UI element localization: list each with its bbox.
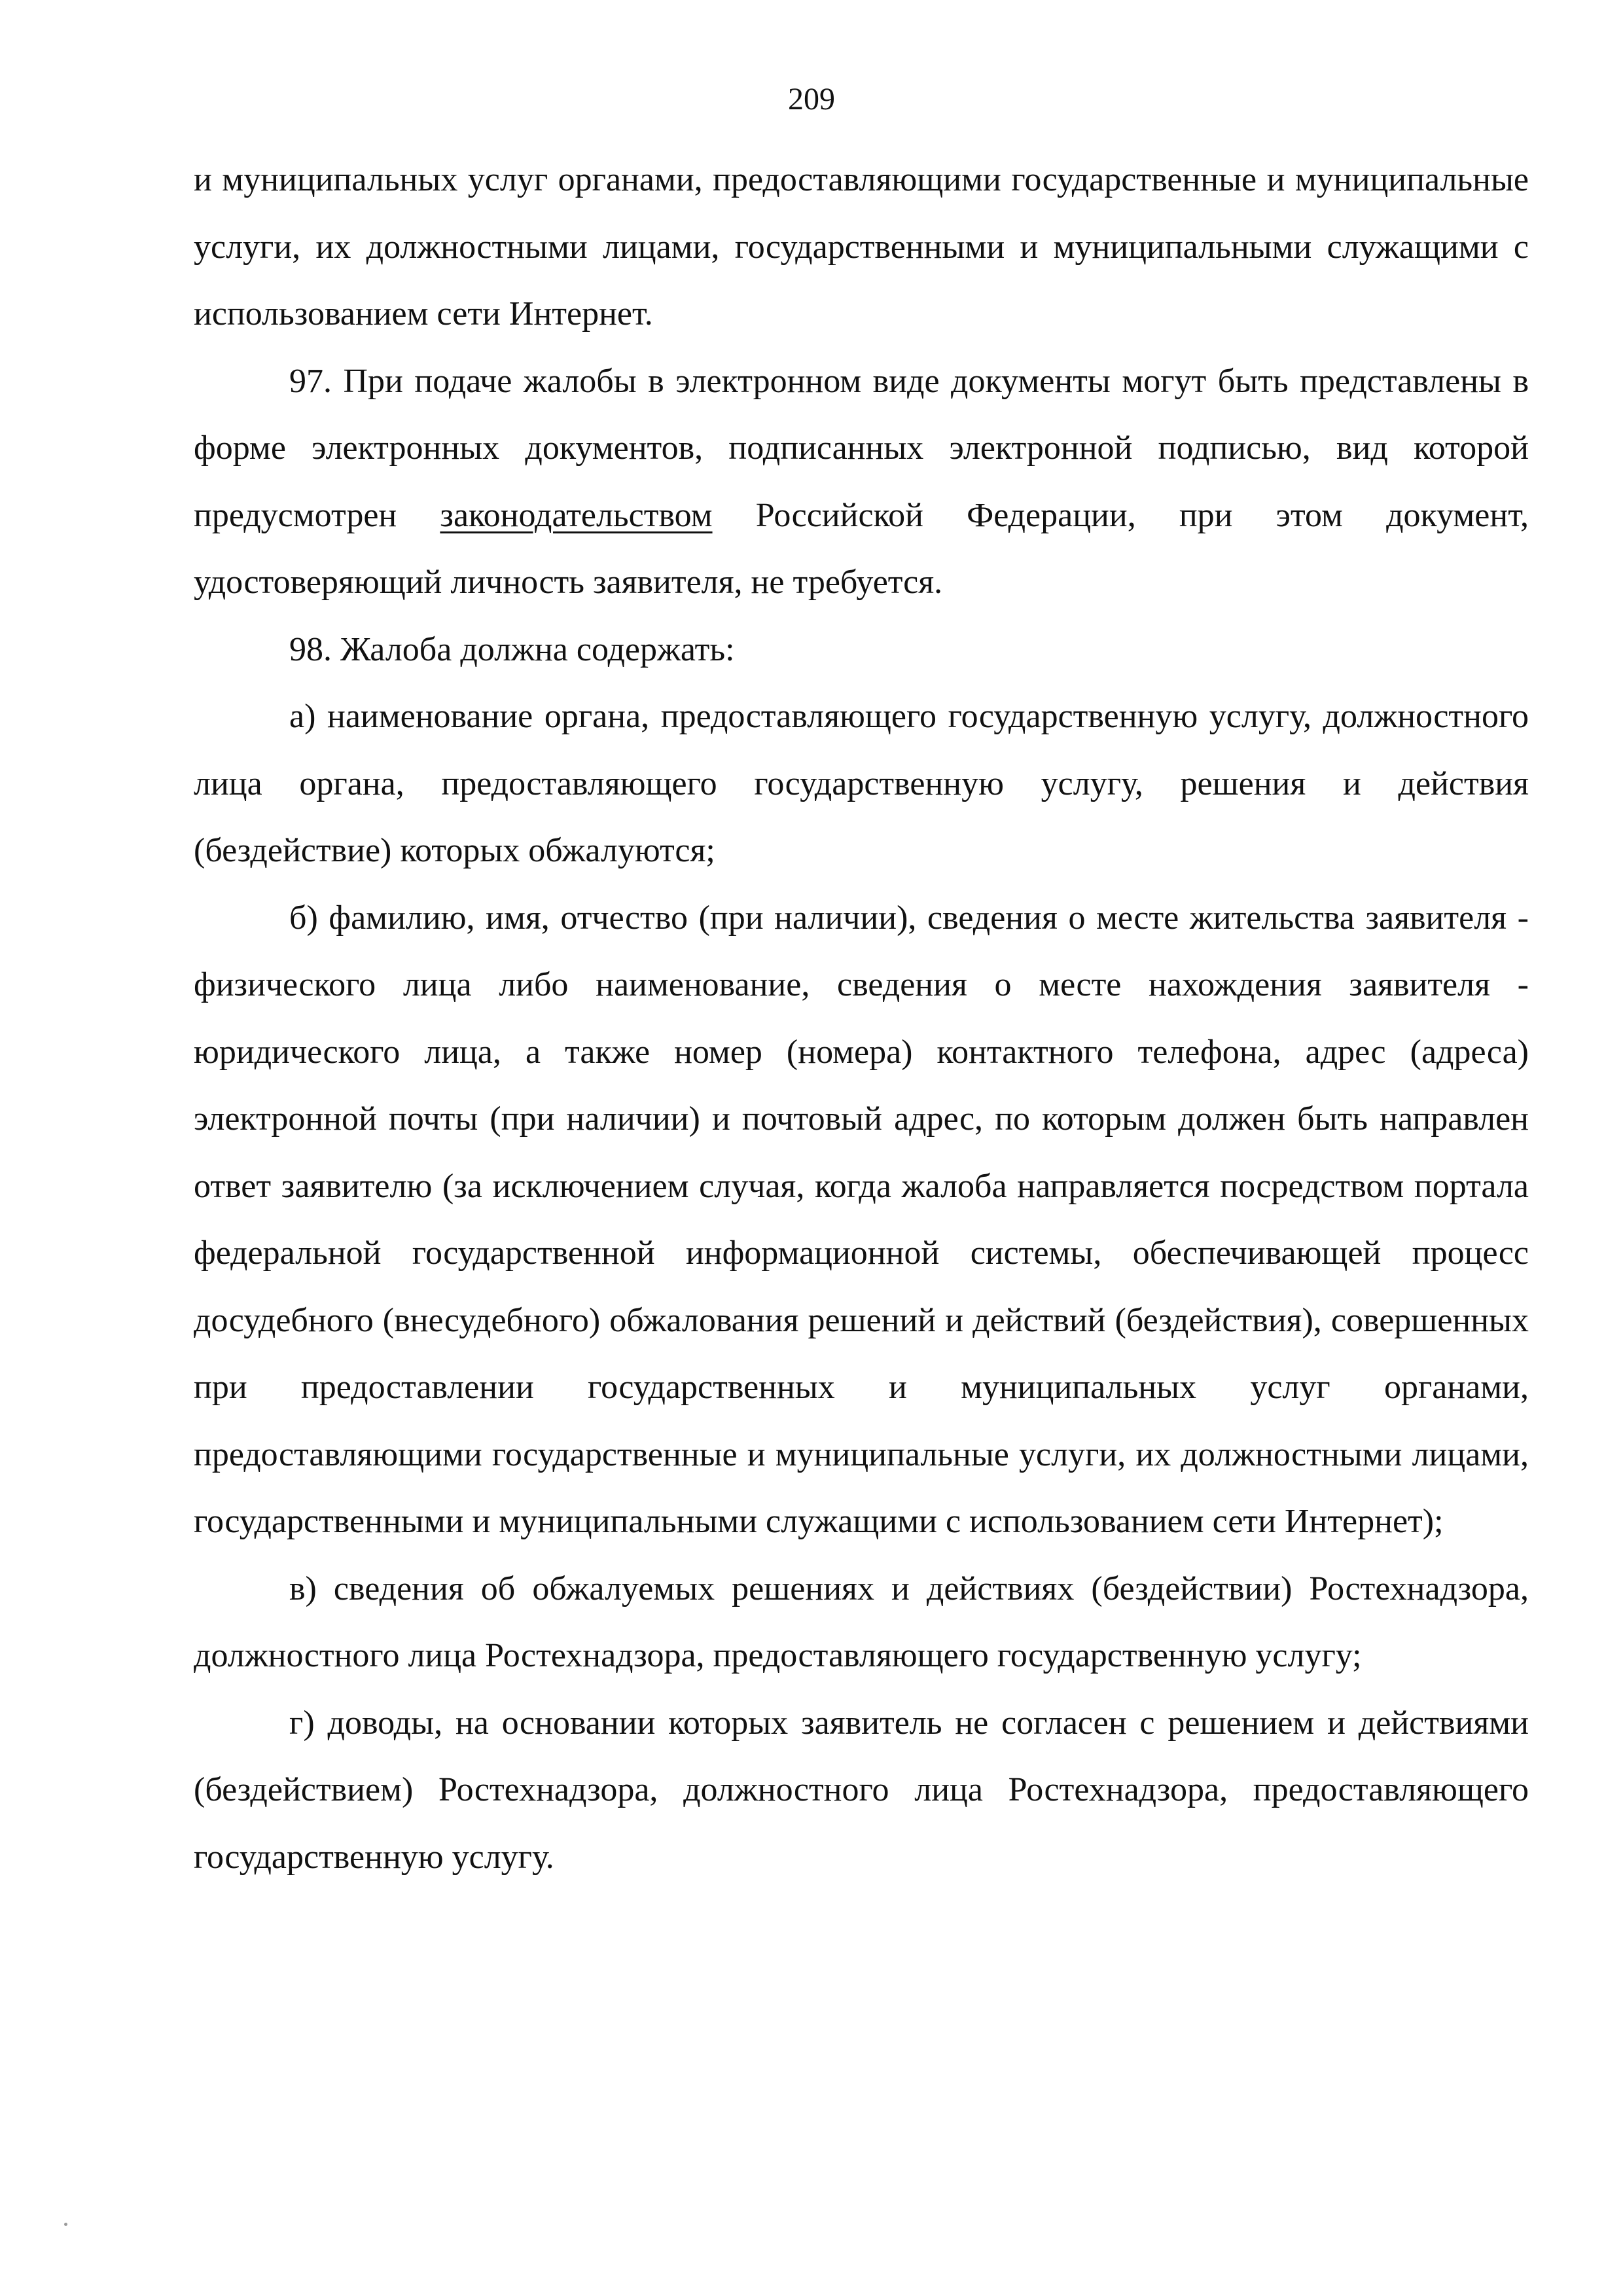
paragraph-97 [194, 348, 1529, 617]
paragraph-98-b: б) фамилию, имя, отчество (при наличии), сведения о месте жительства заявителя - физического лица либо наименование, сведения о месте нахождения заявителя - юридического лица, а также номер (номера) контактного телефона, адрес (адреса) электронной почты (при наличии) и почтовый адрес, по которым должен быть направлен ответ заявителю (за исключением случая, когда жалоба направляется посредством портала федеральной государственной информационной системы, обеспечивающей процесс досудебного (внесудебного) обжалования решений и действий (бездействия), совершенных при предоставлении государственных и муниципальных услуг органами, предоставляющими государственные и муниципальные услуги, их должностными лицами, государственными и муниципальными служащими с использованием сети Интернет); [194, 899, 1529, 1540]
paragraph-97-text-before: 97. При подаче жалобы в электронном виде документы могут быть представлены в форме электронных документов, подписанных электронной подписью, вид которой предусмотрен [194, 362, 1529, 534]
scan-speck [64, 2223, 67, 2226]
page-number: 209 [788, 82, 835, 117]
paragraph-98: 98. Жалоба должна содержать: [289, 630, 735, 668]
legislation-link[interactable]: законодательством [440, 496, 713, 534]
paragraph-98-g: г) доводы, на основании которых заявитель не согласен с решением и действиями (бездействием) Ростехнадзора, должностного лица Ростехнадзора, предоставляющего государственную услугу. [194, 1704, 1529, 1876]
paragraph-97-text-after: Российской Федерации, при этом документ, удостоверяющий личность заявителя, не требуется. [194, 496, 1529, 601]
paragraph-98-v: в) сведения об обжалуемых решениях и действиях (бездействии) Ростехнадзора, должностного лица Ростехнадзора, предоставляющего государственную услугу; [194, 1570, 1529, 1674]
paragraph-98-a: а) наименование органа, предоставляющего государственную услугу, должностного лица органа, предоставляющего государственную услугу, решения и действия (бездействие) которых обжалуются; [194, 698, 1529, 869]
document-body [194, 147, 1529, 1891]
paragraph-continuation: и муниципальных услуг органами, предоставляющими государственные и муниципальные услуги, их должностными лицами, государственными и муниципальными служащими с использованием сети Интернет. [194, 161, 1529, 332]
